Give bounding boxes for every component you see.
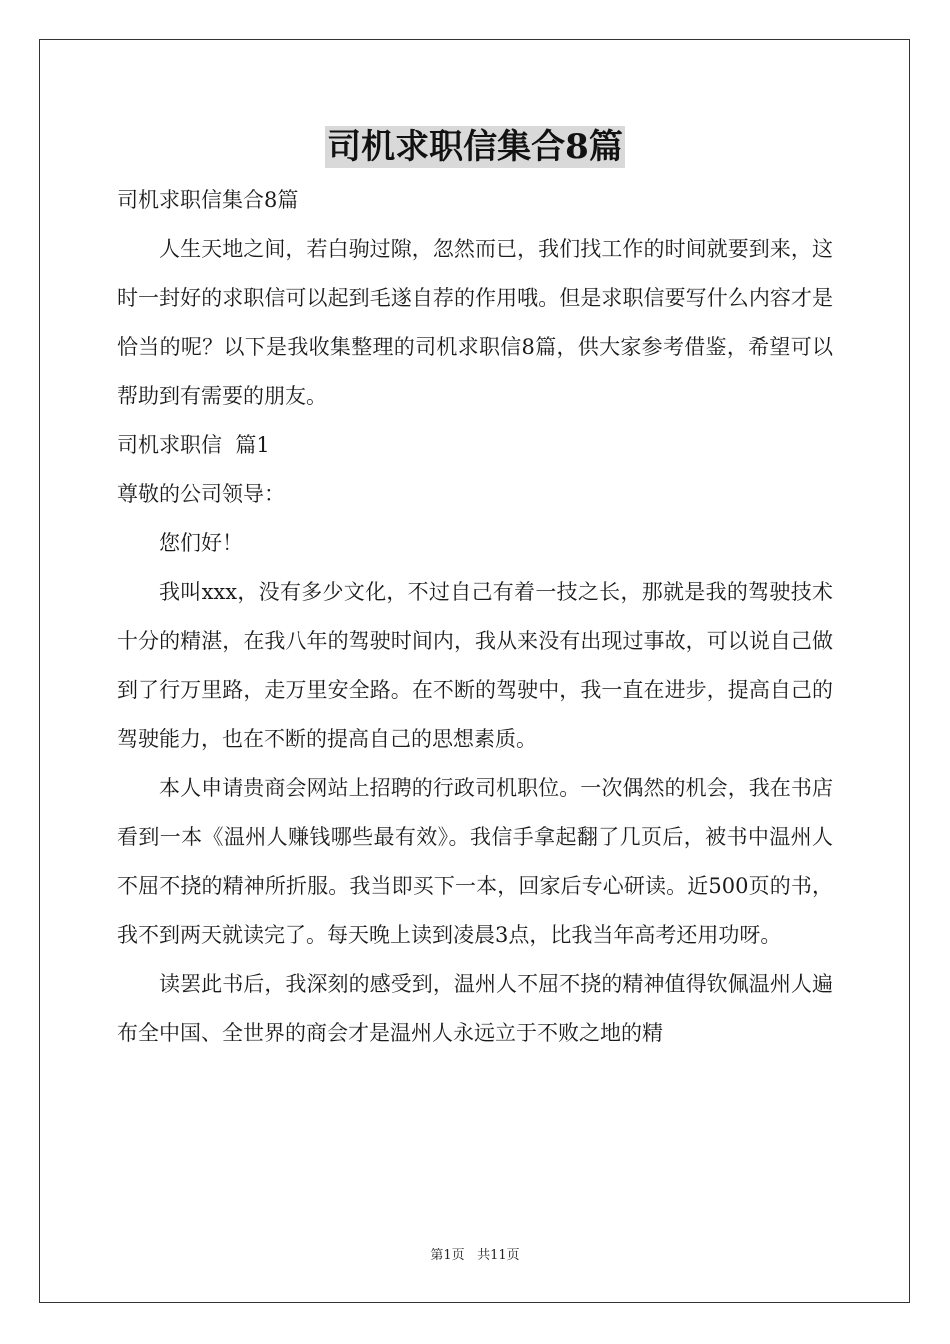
title-container <box>0 126 950 168</box>
intro-paragraph: 人生天地之间，若白驹过隙，忽然而已，我们找工作的时间就要到来，这时一封好的求职信可以起到毛遂自荐的作用哦。但是求职信要写什么内容才是恰当的呢？以下是我收集整理的司机求职信8篇，供大家参考借鉴，希望可以帮助到有需要的朋友。 <box>117 237 833 408</box>
document-title: 司机求职信集合8篇 <box>327 127 623 167</box>
page-number: 第1页 <box>430 1248 465 1263</box>
body-paragraph: 读罢此书后，我深刻的感受到，温州人不屈不挠的精神值得钦佩温州人遍布全中国、全世界的商会才是温州人永远立于不败之地的精 <box>117 972 833 1045</box>
page-footer <box>0 1244 950 1263</box>
body-paragraph: 我叫xxx，没有多少文化，不过自己有着一技之长，那就是我的驾驶技术十分的精湛，在我八年的驾驶时间内，我从来没有出现过事故，可以说自己做到了行万里路，走万里安全路。在不断的驾驶中，我一直在进步，提高自己的驾驶能力，也在不断的提高自己的思想素质。 <box>117 580 833 751</box>
document-body <box>117 176 833 1058</box>
greeting: 您们好！ <box>159 531 243 555</box>
section-heading: 司机求职信 篇1 <box>117 433 270 457</box>
document-subtitle: 司机求职信集合8篇 <box>117 188 299 212</box>
body-paragraph: 本人申请贵商会网站上招聘的行政司机职位。一次偶然的机会，我在书店看到一本《温州人赚钱哪些最有效》。我信手拿起翻了几页后，被书中温州人不屈不挠的精神所折服。我当即买下一本，回家后专心研读。近500页的书，我不到两天就读完了。每天晚上读到凌晨3点，比我当年高考还用功呀。 <box>117 776 833 947</box>
salutation: 尊敬的公司领导： <box>117 482 285 506</box>
page-total: 共11页 <box>477 1248 520 1263</box>
